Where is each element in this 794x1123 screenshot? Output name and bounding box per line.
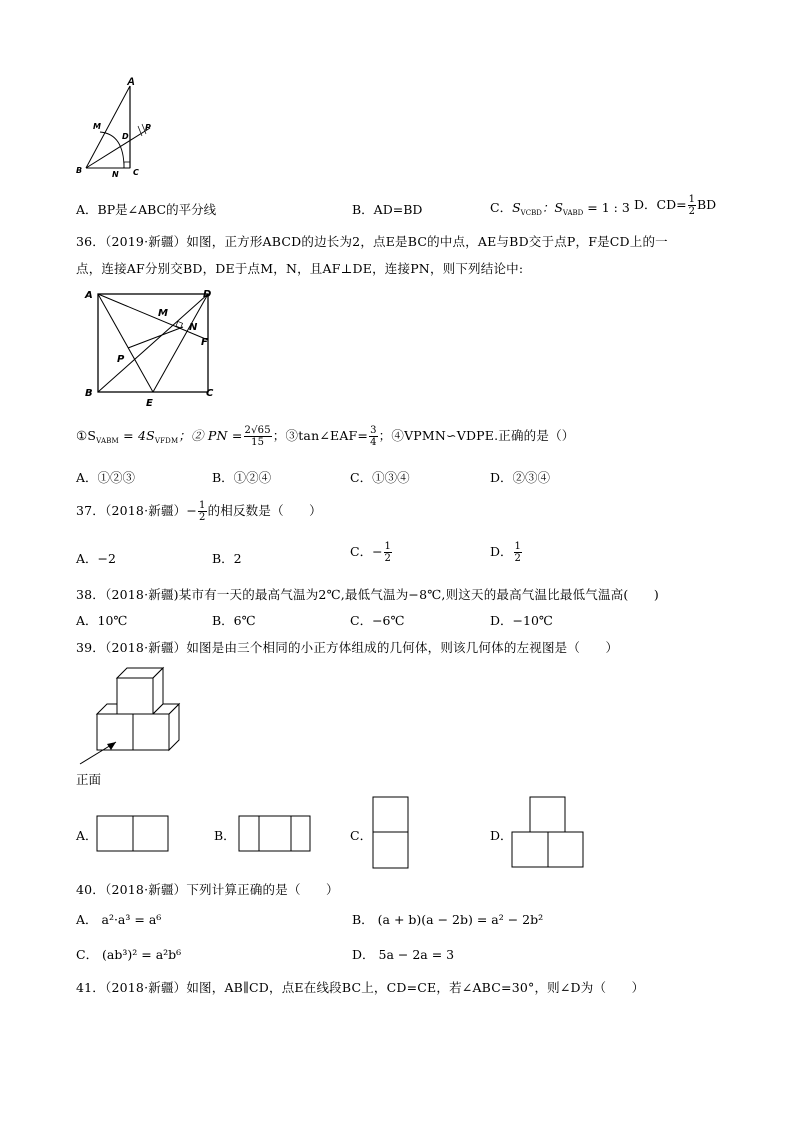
- q39-cube-figure: [76, 662, 188, 768]
- q36-text-line1: 36．（2019·新疆）如图，正方形ABCD的边长为2，点E是BC的中点，AE与BD交于点P，F是CD上的一: [76, 234, 668, 249]
- q38-option-c: C．−6℃: [350, 613, 405, 628]
- q39-option-b-figure: [238, 815, 312, 852]
- q37-option-b: B．2: [212, 551, 242, 566]
- q41-text: 41．（2018·新疆）如图，AB∥CD，点E在线段BC上，CD=CE，若∠ABC=30°，则∠D为（ ）: [76, 980, 645, 995]
- q36-figure: [82, 284, 222, 408]
- q37-option-d: D． $\frac{1}{2}$: [490, 541, 521, 564]
- q38-option-b: B．6℃: [212, 613, 256, 628]
- q36-option-d: D．②③④: [490, 470, 551, 485]
- q40-option-b: B． (a + b)(a − 2b) = a² − 2b²: [352, 912, 544, 927]
- q38-text: 38．（2018·新疆)某市有一天的最高气温为2℃,最低气温为−8℃,则这天的最高气温比最低气温高( ): [76, 587, 659, 602]
- fig35-label-b: B: [76, 166, 83, 175]
- fig36-label-e: E: [146, 398, 153, 408]
- fig36-label-c: C: [206, 388, 214, 399]
- q39-option-d-figure: [511, 796, 585, 870]
- fig35-label-p: P: [145, 123, 151, 132]
- q38-option-d: D．−10℃: [490, 613, 553, 628]
- q39-option-a-label: A．: [76, 828, 98, 843]
- q39-text: 39．（2018·新疆）如图是由三个相同的小正方体组成的几何体，则该几何体的左视图是（ ）: [76, 640, 619, 655]
- q36-option-a: A．①②③: [76, 470, 136, 485]
- q40-option-a: A． a²·a³ = a⁶: [76, 912, 162, 927]
- q38-option-a: A．10℃: [76, 613, 128, 628]
- fig36-label-p: P: [117, 354, 125, 365]
- q39-front-label: 正面: [76, 772, 102, 787]
- fig36-label-b: B: [85, 388, 93, 399]
- q39-option-d-label: D．: [490, 828, 513, 843]
- q35-option-d: D．CD= $\frac{1}{2}$ BD: [634, 194, 717, 217]
- q35-option-c: C．$S_{VCBD}$：$S_{VABD} = 1$ : 3: [490, 200, 630, 217]
- fig36-label-a: A: [85, 290, 93, 301]
- fig36-label-n: N: [189, 322, 198, 333]
- q36-statements: $①S_{VABM} = 4S_{VFDM}$；② PN = $\frac{2√65}{15}$ ；③tan∠EAF= $\frac{3}{4}$ ；④VPMN∽VDPE.正确的是（）: [76, 425, 575, 448]
- fig36-label-f: F: [201, 337, 208, 348]
- fig35-label-c: C: [133, 168, 139, 177]
- q40-text: 40．（2018·新疆）下列计算正确的是（ ）: [76, 882, 339, 897]
- q35-option-b: B．AD=BD: [352, 202, 423, 217]
- q39-option-c-figure: [372, 796, 410, 870]
- fig35-label-d: D: [122, 132, 129, 141]
- fig36-label-d: D: [203, 289, 212, 300]
- q37-option-a: A．−2: [76, 551, 116, 566]
- q39-option-c-label: C．: [350, 828, 373, 843]
- q40-option-c: C． (ab³)² = a²b⁶: [76, 947, 182, 962]
- fig35-label-n: N: [112, 170, 119, 179]
- q37-text: 37．（2018·新疆）− $\frac{1}{2}$ 的相反数是（ ）: [76, 500, 322, 523]
- q36-option-b: B．①②④: [212, 470, 272, 485]
- q39-option-b-label: B．: [214, 828, 236, 843]
- q35-figure: [72, 76, 162, 180]
- q35-option-a: A．BP是∠ABC的平分线: [76, 202, 217, 217]
- q36-text-line2: 点，连接AF分别交BD，DE于点M，N，且AF⊥DE，连接PN，则下列结论中:: [76, 261, 524, 276]
- q40-option-d: D． 5a − 2a = 3: [352, 947, 455, 962]
- fig35-label-m: M: [93, 122, 101, 131]
- q39-option-a-figure: [96, 815, 170, 852]
- fig35-label-a: A: [127, 76, 135, 88]
- q37-option-c: C．− $\frac{1}{2}$: [350, 541, 391, 564]
- fig36-label-m: M: [158, 308, 168, 319]
- q36-option-c: C．①③④: [350, 470, 410, 485]
